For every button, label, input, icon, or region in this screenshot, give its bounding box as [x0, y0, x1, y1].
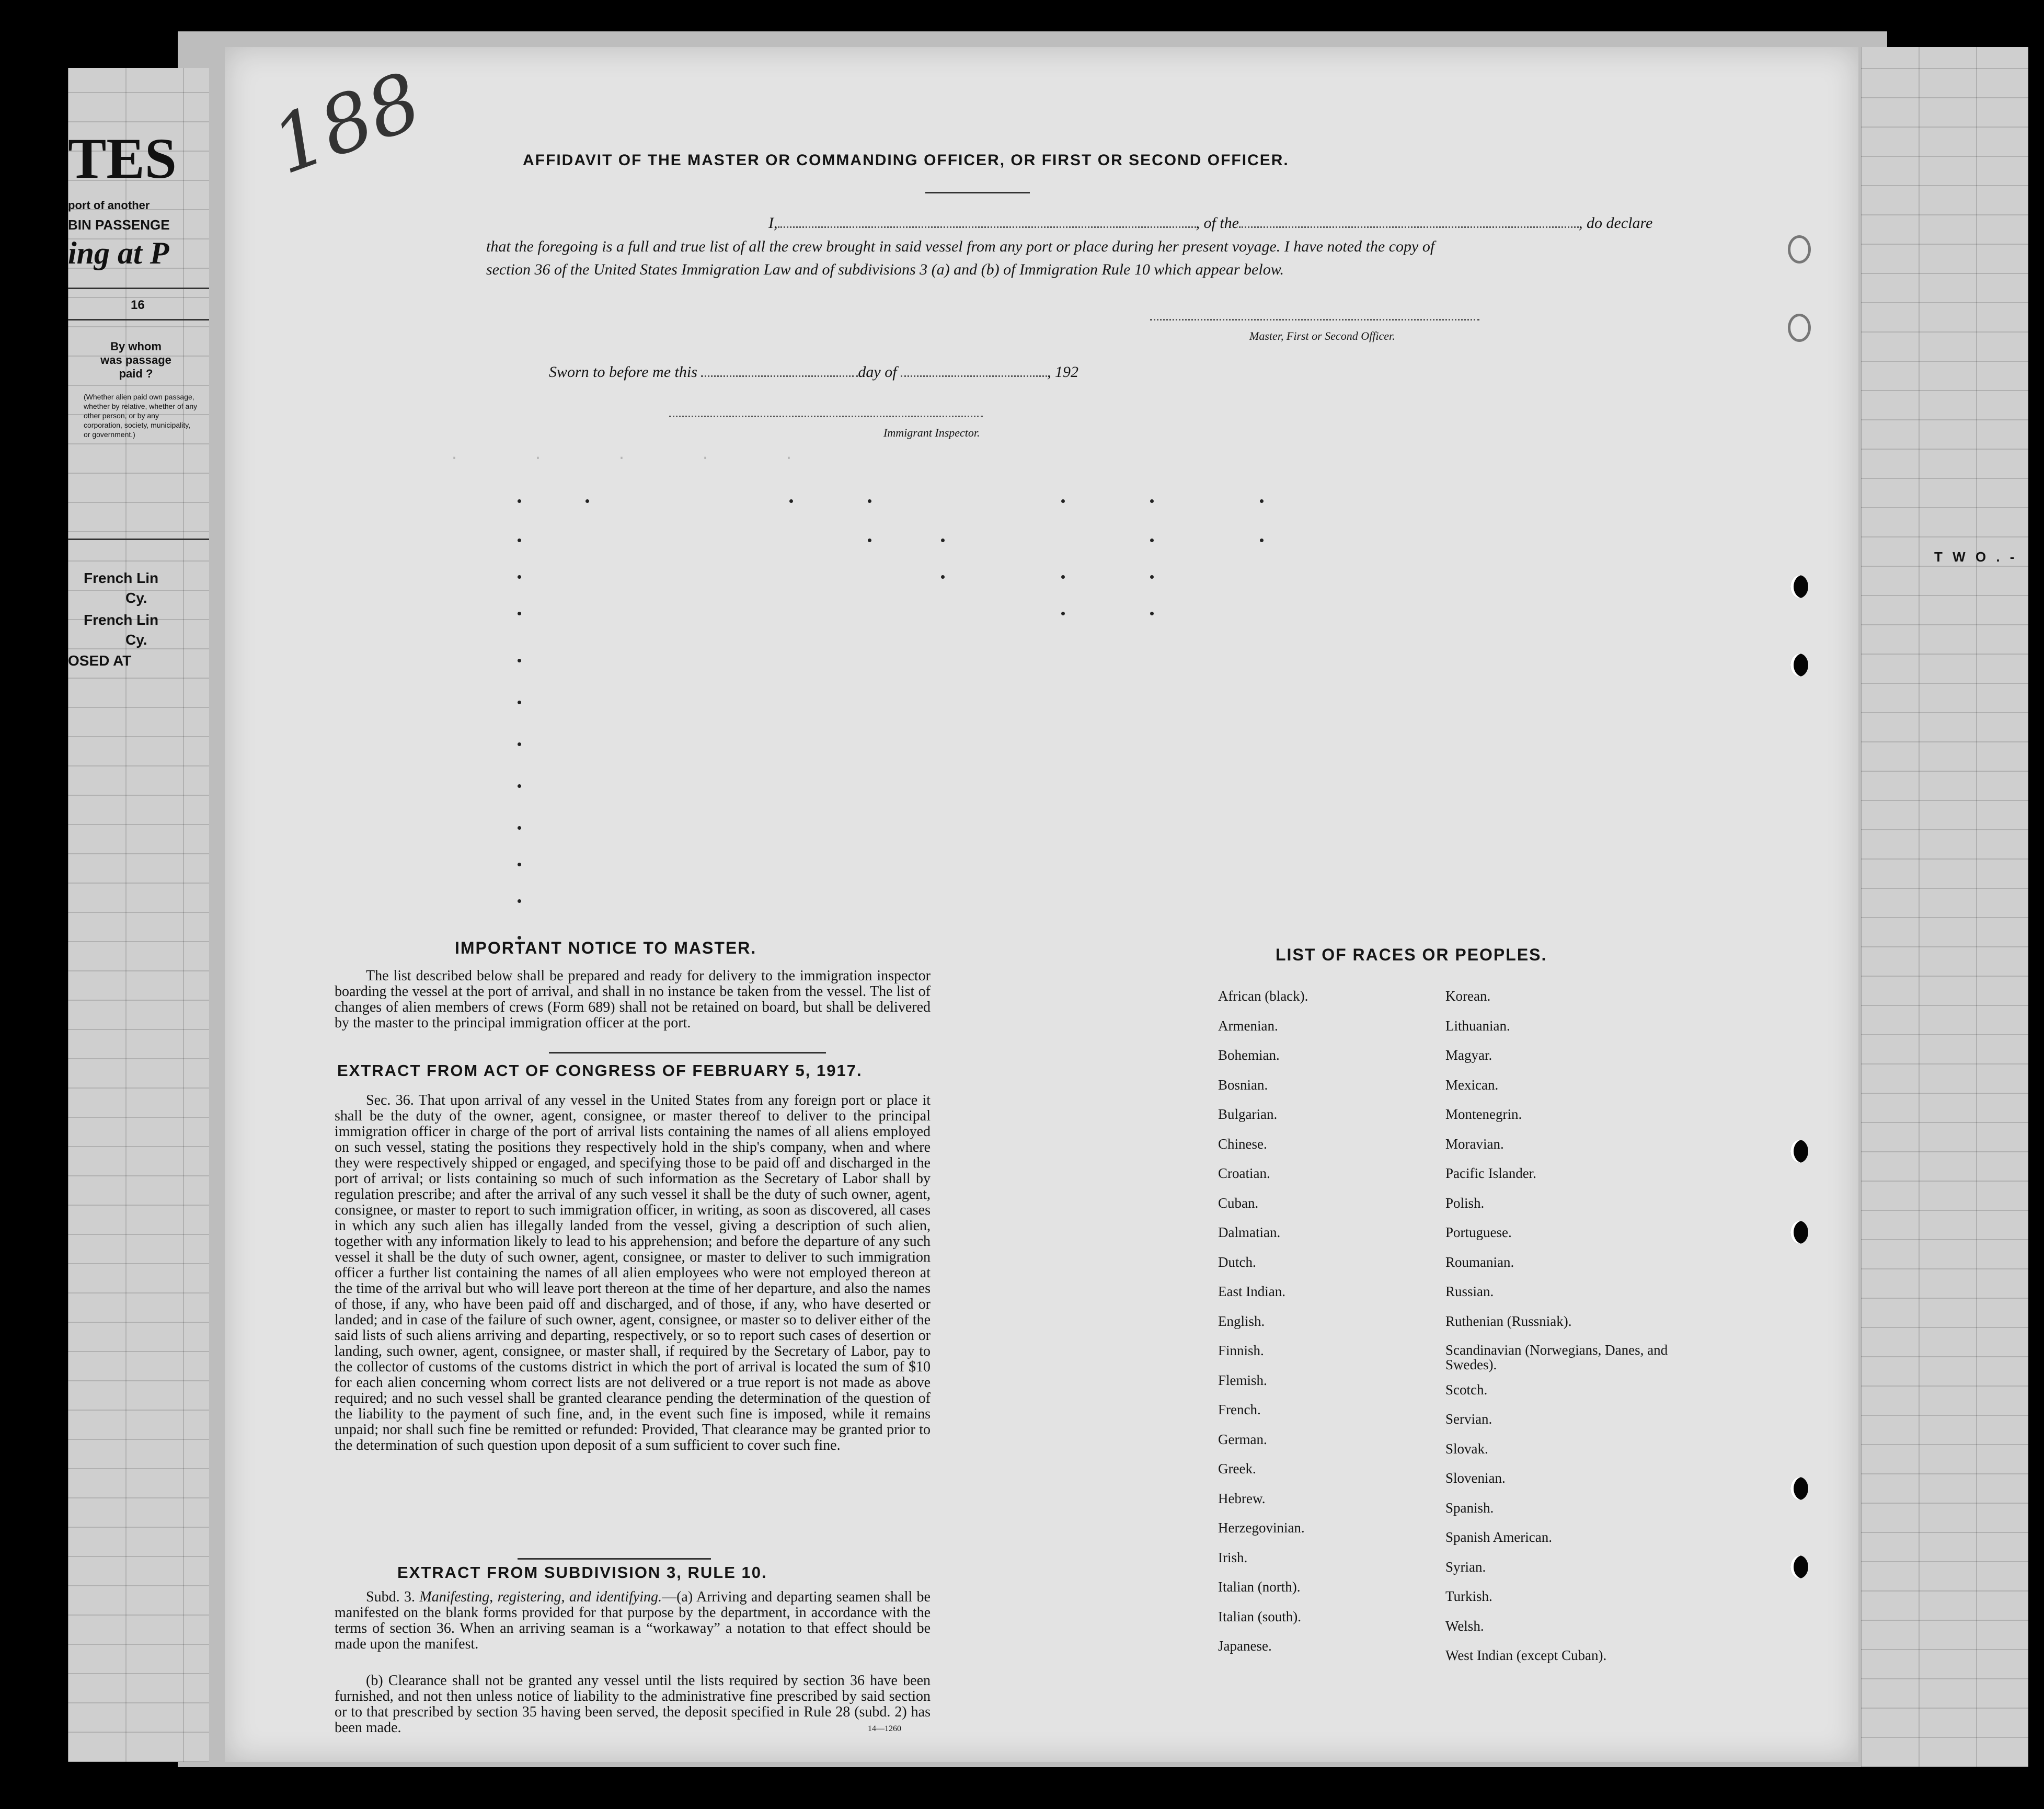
sworn-prefix: Sworn to before me this	[549, 363, 697, 381]
divider	[68, 319, 209, 320]
race-item: Servian.	[1445, 1411, 1492, 1427]
show-through-dot	[1150, 575, 1154, 579]
show-through-dot	[518, 539, 521, 542]
show-through-dot	[518, 784, 521, 788]
master-signature-line[interactable]	[1150, 319, 1479, 320]
punch-hole	[1790, 654, 1808, 677]
master-signature-label: Master, First or Second Officer.	[1249, 329, 1395, 342]
punch-hole	[1790, 1477, 1808, 1500]
rule-para-a-text: —(a) Arriving and departing seamen shall be manifested on the blank forms provided for that purpose by the department, in accordance with the terms of section 36. When an arriving seaman is a “workaway” a notation to that effect should be made upon the manifest.	[335, 1589, 931, 1652]
left-subline: BIN PASSENGE	[68, 217, 170, 233]
show-through-dot	[789, 499, 793, 503]
punch-hole	[1790, 1221, 1808, 1244]
section-rule	[549, 1052, 826, 1054]
show-through-dot	[1061, 499, 1065, 503]
left-entry: French Lin	[84, 570, 159, 586]
left-subline: ing at P	[68, 236, 169, 270]
show-through-dot	[1061, 612, 1065, 615]
divider	[68, 288, 209, 289]
race-item: Dutch.	[1218, 1254, 1256, 1270]
race-item: Moravian.	[1445, 1136, 1504, 1152]
show-through-dot	[518, 826, 521, 830]
race-item: Turkish.	[1445, 1588, 1492, 1604]
divider	[68, 539, 209, 540]
race-item: Greek.	[1218, 1461, 1256, 1476]
race-item: Slovenian.	[1445, 1470, 1506, 1486]
races-column-2	[1445, 988, 1717, 1720]
race-item: Montenegrin.	[1445, 1106, 1522, 1122]
race-item: Lithuanian.	[1445, 1017, 1510, 1034]
race-item: English.	[1218, 1313, 1265, 1329]
show-through-dot	[585, 499, 589, 503]
race-item: African (black).	[1218, 988, 1308, 1004]
sworn-year: , 192	[1047, 363, 1079, 381]
show-through-dot	[1260, 539, 1264, 542]
race-item: East Indian.	[1218, 1284, 1285, 1299]
race-item: Roumanian.	[1445, 1254, 1514, 1270]
sworn-month-blank[interactable]	[901, 375, 1047, 377]
punch-hole	[1790, 1140, 1808, 1163]
affidavit-title: AFFIDAVIT OF THE MASTER OR COMMANDING OFFICER, OR FIRST OR SECOND OFFICER.	[523, 152, 1289, 169]
show-through-dot	[1260, 499, 1264, 503]
show-through-dot	[518, 899, 521, 903]
race-item: Pacific Islander.	[1445, 1165, 1536, 1181]
left-header-fragment: TES	[68, 127, 177, 190]
show-through-dot	[518, 701, 521, 704]
races-column-1	[1218, 988, 1438, 1720]
race-item: Spanish American.	[1445, 1529, 1552, 1545]
show-through-dot	[518, 575, 521, 579]
declaration-mid: , of the	[1196, 214, 1239, 232]
affidavit-body: that the foregoing is a full and true list of all the crew brought in said vessel from any port or place during her present voyage. I have noted the copy of section 36 of the United States Immigration Law and of subdivisions 3 (a) and (b) of Immigration Rule 10 which appear below.	[486, 238, 1435, 278]
race-item: Slovak.	[1445, 1440, 1488, 1457]
right-manifest-sheet	[1861, 47, 2028, 1767]
affidavit-page	[225, 47, 1858, 1762]
show-through-dot	[868, 539, 871, 542]
notice-title: IMPORTANT NOTICE TO MASTER.	[455, 938, 757, 957]
race-item: Croatian.	[1218, 1165, 1270, 1181]
race-item: Italian (north).	[1218, 1579, 1301, 1595]
race-item: Hebrew.	[1218, 1490, 1266, 1506]
race-item: West Indian (except Cuban).	[1445, 1647, 1607, 1663]
race-item: Mexican.	[1445, 1077, 1499, 1093]
sworn-mid: day of	[858, 363, 897, 381]
races-title: LIST OF RACES OR PEOPLES.	[1276, 945, 1547, 964]
race-item: Japanese.	[1218, 1638, 1272, 1654]
race-item: Finnish.	[1218, 1343, 1264, 1358]
sworn-day-blank[interactable]	[701, 375, 858, 377]
right-marking: T W O . -	[1934, 549, 2018, 565]
form-number: 14—1260	[868, 1724, 901, 1733]
inspector-signature-line[interactable]	[669, 416, 983, 417]
show-through-dot	[1150, 612, 1154, 615]
left-column-title: By whom was passage paid ?	[100, 340, 171, 380]
left-entry: French Lin	[84, 612, 159, 628]
race-item: Armenian.	[1218, 1017, 1278, 1034]
left-manifest-sheet	[68, 68, 209, 1762]
show-through-dot	[1150, 539, 1154, 542]
inspector-signature-label: Immigrant Inspector.	[883, 426, 980, 439]
race-item: Syrian.	[1445, 1559, 1486, 1575]
show-through-dot	[941, 539, 945, 542]
race-item: Herzegovinian.	[1218, 1520, 1305, 1536]
race-item: Dalmatian.	[1218, 1224, 1281, 1240]
race-item: Korean.	[1445, 988, 1491, 1004]
race-item: Bosnian.	[1218, 1077, 1268, 1093]
race-item: Cuban.	[1218, 1195, 1259, 1211]
affidavit-declaration-line	[768, 214, 1652, 232]
punch-hole	[1788, 235, 1811, 264]
punch-hole	[1790, 1555, 1808, 1578]
left-entry: Cy.	[125, 590, 147, 606]
punch-hole	[1790, 575, 1808, 598]
show-through-dot	[518, 612, 521, 615]
race-item: Russian.	[1445, 1284, 1494, 1299]
act-extract-title: EXTRACT FROM ACT OF CONGRESS OF FEBRUARY 5, 1917.	[337, 1061, 863, 1080]
race-item: Portuguese.	[1445, 1224, 1512, 1240]
handwritten-number: 188	[260, 55, 433, 192]
left-entry: OSED AT	[68, 652, 132, 669]
rule-para-a-heading: Manifesting, registering, and identifying.	[419, 1589, 662, 1605]
declaration-prefix: I,	[768, 214, 778, 232]
punch-hole	[1788, 314, 1811, 342]
race-item: Welsh.	[1445, 1618, 1484, 1634]
show-through-dot	[1150, 499, 1154, 503]
act-extract-body: Sec. 36. That upon arrival of any vessel in the United States from any foreign port or place it shall be the duty of the owner, agent, consignee, or master thereof to deliver to the principal immigration officer in charge of the port of arrival lists containing the names of all aliens employed on such vessel, stating the positions they respectively hold in the ship's company, when and where they were respectively shipped or engaged, and specifying those to be paid off and discharged in the port of arrival; or lists containing so much of such information as the Secretary of Labor shall by regulation prescribe; and after the arrival of any such vessel it shall be the duty of such owner, agent, consignee, or master to report to such immigration officer, in writing, as soon as discovered, all cases in which any such alien has illegally landed from the vessel, giving a description of such alien, together with any information likely to lead to his apprehension; and before the departure of any such vessel it shall be the duty of such owner, agent, consignee, or master to deliver to such immigration officer a further list containing the names of all alien employees who were not employed thereon at the time of the arrival but who will leave port thereon at the time of her departure, and also the names of those, if any, who have been paid off and discharged, and of those, if any, who have deserted or landed; and in case of the failure of such owner, agent, consignee, or master so to deliver either of the said lists of such aliens arriving and departing, respectively, or so to report such cases of desertion or landing, such owner, agent, consignee, or master shall, if required by the Secretary of Labor, pay to the collector of customs of the customs district in which the port of arrival is located the sum of $10 for each alien concerning whom correct lists are not delivered or a true report is not made as above required; and no such vessel shall be granted clearance pending the determination of the question of the liability to the payment of such fine, and, in the event such fine is imposed, while it remains unpaid; nor shall such fine be remitted or refunded: Provided, That clearance may be granted prior to the determination of such question upon deposit of a sum sufficient to cover such fine.	[335, 1092, 931, 1453]
left-column-number: 16	[131, 298, 145, 312]
show-through-dot	[941, 575, 945, 579]
rule-extract-para-a	[335, 1589, 931, 1652]
show-through-dot	[518, 863, 521, 866]
show-through-row: · · · · ·	[450, 450, 801, 467]
race-item: Irish.	[1218, 1549, 1248, 1565]
section-rule	[518, 1558, 711, 1560]
rule-extract-para-b: (b) Clearance shall not be granted any vessel until the lists required by section 36 have been furnished, and not then unless notice of liability to the administrative fine prescribed by said section or to that prescribed by section 35 having been served, the deposit specified in Rule 28 (subd. 2) has been made.	[335, 1673, 931, 1736]
race-item: Ruthenian (Russniak).	[1445, 1313, 1572, 1329]
left-column-note: (Whether alien paid own passage, whether by relative, whether of any other person, or by any corporation, society, municipality, or government.)	[84, 393, 198, 439]
race-item: Magyar.	[1445, 1047, 1492, 1063]
sworn-line	[549, 363, 1078, 381]
rule-extract-title: EXTRACT FROM SUBDIVISION 3, RULE 10.	[397, 1563, 767, 1582]
race-item: Scotch.	[1445, 1381, 1488, 1398]
race-item: Bulgarian.	[1218, 1106, 1278, 1122]
show-through-dot	[518, 499, 521, 503]
race-item: Chinese.	[1218, 1136, 1267, 1152]
rule-para-a-lead: Subd. 3.	[366, 1589, 415, 1605]
race-item: Polish.	[1445, 1195, 1485, 1211]
show-through-dot	[518, 659, 521, 662]
race-item: Italian (south).	[1218, 1608, 1301, 1624]
show-through-dot	[1061, 575, 1065, 579]
name-blank[interactable]	[778, 226, 1196, 228]
declaration-suffix: , do declare	[1579, 214, 1653, 232]
left-subline: port of another	[68, 199, 150, 212]
race-item: Scandinavian (Norwegians, Danes, and Swedes).	[1445, 1342, 1668, 1372]
title-rule	[925, 192, 1030, 193]
notice-body: The list described below shall be prepared and ready for delivery to the immigration inspector boarding the vessel at the port of arrival, and shall in no instance be taken from the vessel. The list of changes of alien members of crews (Form 689) shall not be retained on board, but shall be delivered by the master to the principal immigration officer at the port.	[335, 968, 931, 1031]
show-through-dot	[868, 499, 871, 503]
race-item: Flemish.	[1218, 1372, 1267, 1388]
race-item: Spanish.	[1445, 1499, 1494, 1516]
show-through-dot	[518, 742, 521, 746]
race-item: Bohemian.	[1218, 1047, 1280, 1063]
left-entry: Cy.	[125, 632, 147, 648]
vessel-blank[interactable]	[1239, 226, 1579, 228]
race-item: German.	[1218, 1431, 1267, 1447]
race-item: French.	[1218, 1402, 1261, 1417]
